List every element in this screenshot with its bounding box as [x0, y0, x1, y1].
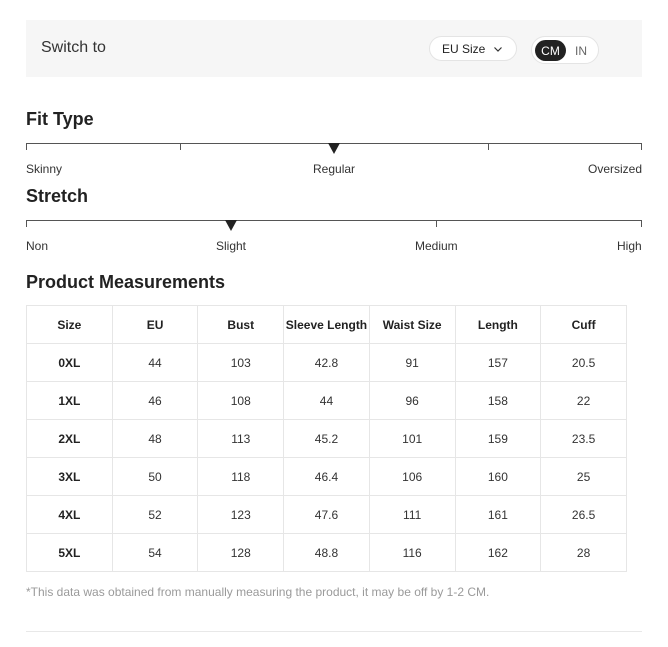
table-cell: 106: [369, 458, 455, 496]
table-header-row: [27, 306, 627, 344]
column-header: Sleeve Length: [284, 306, 370, 344]
table-cell: 52: [112, 496, 198, 534]
stretch-marker-icon: [225, 220, 237, 231]
size-cell: 3XL: [27, 458, 113, 496]
table-cell: 96: [369, 382, 455, 420]
table-cell: 118: [198, 458, 284, 496]
stretch-tick: [436, 220, 437, 227]
table-row: [27, 382, 627, 420]
size-cell: 0XL: [27, 344, 113, 382]
table-row: [27, 344, 627, 382]
table-cell: 116: [369, 534, 455, 572]
stretch-label-medium: Medium: [415, 239, 458, 253]
switch-to-label: Switch to: [41, 39, 106, 56]
column-header: Bust: [198, 306, 284, 344]
column-header: EU: [112, 306, 198, 344]
table-cell: 50: [112, 458, 198, 496]
column-header: Cuff: [541, 306, 627, 344]
table-cell: 113: [198, 420, 284, 458]
fit-type-label-regular: Regular: [313, 162, 356, 176]
size-cell: 2XL: [27, 420, 113, 458]
stretch-label-non: Non: [26, 239, 49, 253]
column-header: Length: [455, 306, 541, 344]
table-cell: 48.8: [284, 534, 370, 572]
fit-type-label-skinny: Skinny: [26, 162, 63, 176]
table-cell: 28: [541, 534, 627, 572]
fit-type-title: Fit Type: [26, 109, 94, 129]
table-cell: 158: [455, 382, 541, 420]
fit-type-tick: [641, 143, 642, 150]
size-system-dropdown[interactable]: [429, 36, 517, 61]
chevron-down-icon: [492, 43, 504, 55]
table-cell: 108: [198, 382, 284, 420]
stretch-title: Stretch: [26, 186, 89, 206]
table-row: [27, 534, 627, 572]
table-cell: 46: [112, 382, 198, 420]
fit-type-label-oversized: Oversized: [588, 162, 643, 176]
table-cell: 44: [112, 344, 198, 382]
table-cell: 46.4: [284, 458, 370, 496]
size-cell: 5XL: [27, 534, 113, 572]
table-cell: 162: [455, 534, 541, 572]
column-header: Waist Size: [369, 306, 455, 344]
measurements-table: [26, 305, 627, 572]
table-cell: 91: [369, 344, 455, 382]
table-cell: 26.5: [541, 496, 627, 534]
unit-option-in[interactable]: IN: [575, 43, 587, 58]
stretch-scale-line: [26, 220, 642, 221]
stretch-scale: [26, 220, 642, 230]
table-cell: 54: [112, 534, 198, 572]
fit-type-tick: [180, 143, 181, 150]
table-cell: 103: [198, 344, 284, 382]
size-system-value: EU Size: [442, 41, 486, 56]
stretch-tick: [26, 220, 27, 227]
table-cell: 111: [369, 496, 455, 534]
column-header: Size: [27, 306, 113, 344]
table-cell: 123: [198, 496, 284, 534]
table-cell: 42.8: [284, 344, 370, 382]
table-cell: 157: [455, 344, 541, 382]
stretch-label-slight: Slight: [216, 239, 247, 253]
table-cell: 47.6: [284, 496, 370, 534]
table-cell: 23.5: [541, 420, 627, 458]
table-cell: 160: [455, 458, 541, 496]
unit-option-cm[interactable]: CM: [535, 40, 566, 61]
table-row: [27, 420, 627, 458]
table-row: [27, 458, 627, 496]
table-cell: 22: [541, 382, 627, 420]
table-row: [27, 496, 627, 534]
table-cell: 45.2: [284, 420, 370, 458]
table-cell: 20.5: [541, 344, 627, 382]
stretch-tick: [641, 220, 642, 227]
product-measurements-title: Product Measurements: [26, 272, 226, 292]
stretch-label-high: High: [617, 239, 642, 253]
fit-type-marker-icon: [328, 143, 340, 154]
table-cell: 128: [198, 534, 284, 572]
table-cell: 48: [112, 420, 198, 458]
measurement-disclaimer: *This data was obtained from manually measuring the product, it may be off by 1-2 CM.: [26, 585, 490, 599]
unit-switch-bar: [26, 20, 642, 77]
fit-type-scale: [26, 143, 642, 153]
fit-type-tick: [488, 143, 489, 150]
table-cell: 25: [541, 458, 627, 496]
size-cell: 4XL: [27, 496, 113, 534]
unit-toggle: [531, 36, 599, 64]
divider: [26, 631, 642, 632]
fit-type-tick: [26, 143, 27, 150]
size-cell: 1XL: [27, 382, 113, 420]
table-cell: 159: [455, 420, 541, 458]
table-cell: 44: [284, 382, 370, 420]
table-cell: 161: [455, 496, 541, 534]
table-cell: 101: [369, 420, 455, 458]
